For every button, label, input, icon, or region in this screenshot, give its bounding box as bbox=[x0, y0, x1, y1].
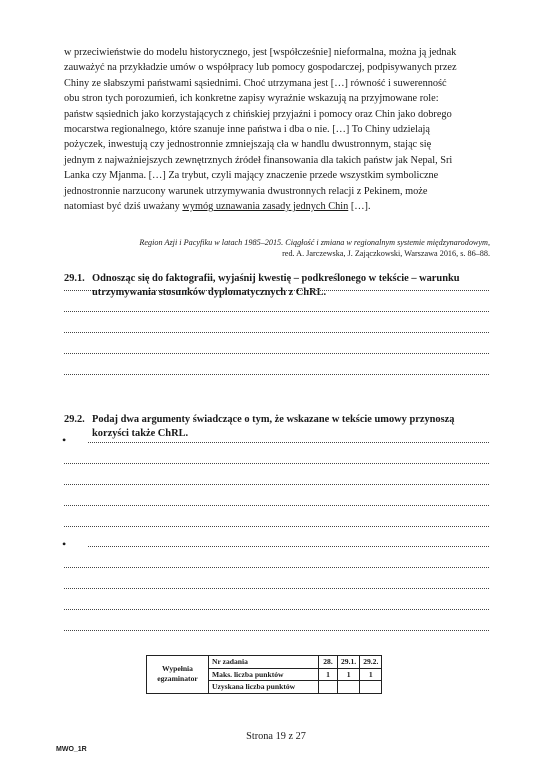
passage-line: Chiny ze słabszymi państwami sąsiednimi. Choć utrzymana jest […] równość i suwerenność bbox=[64, 77, 447, 89]
source-title: Region Azji i Pacyfiku w latach 1985–2015. Ciągłość i zmiana w regionalnym systemie międzynarodowym bbox=[139, 238, 488, 247]
obtained-points-cell[interactable] bbox=[338, 681, 360, 694]
bullet-icon: • bbox=[62, 433, 67, 447]
task-number-cell: 29.1. bbox=[338, 656, 360, 669]
answer-line[interactable] bbox=[88, 442, 489, 443]
passage-text: natomiast być dziś uważany bbox=[64, 201, 183, 213]
answer-line[interactable] bbox=[64, 332, 489, 333]
obtained-points-cell[interactable] bbox=[319, 681, 338, 694]
answer-line[interactable] bbox=[64, 526, 489, 527]
question-number: 29.1. bbox=[64, 273, 85, 284]
underlined-phrase: wymóg uznawania zasady jednych Chin bbox=[182, 201, 349, 213]
max-points-cell: 1 bbox=[360, 668, 382, 681]
passage-line: jednym z najważniejszych zewnętrznych źródeł finansowania dla takich państw jak Nepal, Sri bbox=[64, 154, 453, 166]
max-points-cell: 1 bbox=[338, 668, 360, 681]
answer-line[interactable] bbox=[64, 609, 489, 610]
exam-code: MWO_1R bbox=[56, 746, 87, 753]
answer-line[interactable] bbox=[64, 588, 489, 589]
max-points-cell: 1 bbox=[319, 668, 338, 681]
source-details: red. A. Jarczewska, J. Zajączkowski, Warszawa 2016, s. 86–88. bbox=[282, 248, 490, 258]
examiner-label: Wypełnia egzaminator bbox=[147, 656, 209, 694]
passage-text: […]. bbox=[348, 201, 371, 213]
obtained-points-label: Uzyskana liczba punktów bbox=[209, 681, 319, 694]
question-29-2 bbox=[64, 413, 490, 441]
passage-line-last bbox=[64, 199, 487, 214]
answer-line[interactable] bbox=[64, 311, 489, 312]
passage-line: jednostronnie narzucony warunek utrzymywania dwustronnych relacji z Pekinem, może bbox=[64, 185, 428, 197]
answer-line[interactable] bbox=[64, 630, 489, 631]
max-points-label: Maks. liczba punktów bbox=[209, 668, 319, 681]
passage-line: zauważyć na przykładzie umów o współpracy lub pomocy gospodarczej, podpisywanych przez bbox=[64, 62, 457, 74]
passage-line: pożyczek, inwestują czy jednostronnie zmniejszają cła w handlu dwustronnym, stając się bbox=[64, 139, 432, 151]
passage-line: państw sąsiednich jako korzystających z chińskiej przyjaźni i pomocy oraz Chin jako dobrego bbox=[64, 108, 452, 120]
bullet-icon: • bbox=[62, 537, 67, 551]
obtained-points-cell[interactable] bbox=[360, 681, 382, 694]
answer-line[interactable] bbox=[64, 463, 489, 464]
answer-line[interactable] bbox=[64, 484, 489, 485]
answer-line[interactable] bbox=[64, 567, 489, 568]
source-passage bbox=[64, 45, 487, 214]
passage-line: w przeciwieństwie do modelu historycznego, jest [współcześnie] nieformalna, można ją jednak bbox=[64, 47, 457, 58]
answer-line[interactable] bbox=[64, 374, 489, 375]
task-number-cell: 28. bbox=[319, 656, 338, 669]
answer-line[interactable] bbox=[64, 505, 489, 506]
passage-line: obu stron tych porozumień, ich konkretne zapisy wyraźnie wskazują na przyjmowane role: bbox=[64, 93, 439, 105]
page-number: Strona 19 z 27 bbox=[246, 731, 306, 742]
task-number-header: Nr zadania bbox=[209, 656, 319, 669]
task-number-cell: 29.2. bbox=[360, 656, 382, 669]
passage-line: mocarstwa regionalnego, które szanuje inne państwa i dba o nie. […] To Chiny udzielają bbox=[64, 124, 430, 136]
question-text: Podaj dwa argumenty świadczące o tym, że wskazane w tekście umowy przynoszą korzyści także ChRL. bbox=[92, 414, 455, 439]
score-table bbox=[146, 655, 382, 694]
question-text: Odnosząc się do faktografii, wyjaśnij kwestię – podkreślonego w tekście – warunku utrzymywania stosunków dyplomatycznych z ChRL. bbox=[92, 273, 460, 298]
passage-line: Lanka czy Mjanma. […] Za trybut, czyli mający znaczenie przede wszystkim symboliczne bbox=[64, 170, 439, 182]
question-29-1 bbox=[64, 272, 490, 300]
question-number: 29.2. bbox=[64, 414, 85, 425]
answer-line[interactable] bbox=[64, 290, 489, 291]
answer-line[interactable] bbox=[64, 353, 489, 354]
answer-line[interactable] bbox=[88, 546, 489, 547]
source-citation: Region Azji i Pacyfiku w latach 1985–2015. Ciągłość i zmiana w regionalnym systemie międzynarodowym, red. A. Jarczewska, J. Zajączkowski, Warszawa 2016, s. 86–88. bbox=[70, 238, 490, 259]
